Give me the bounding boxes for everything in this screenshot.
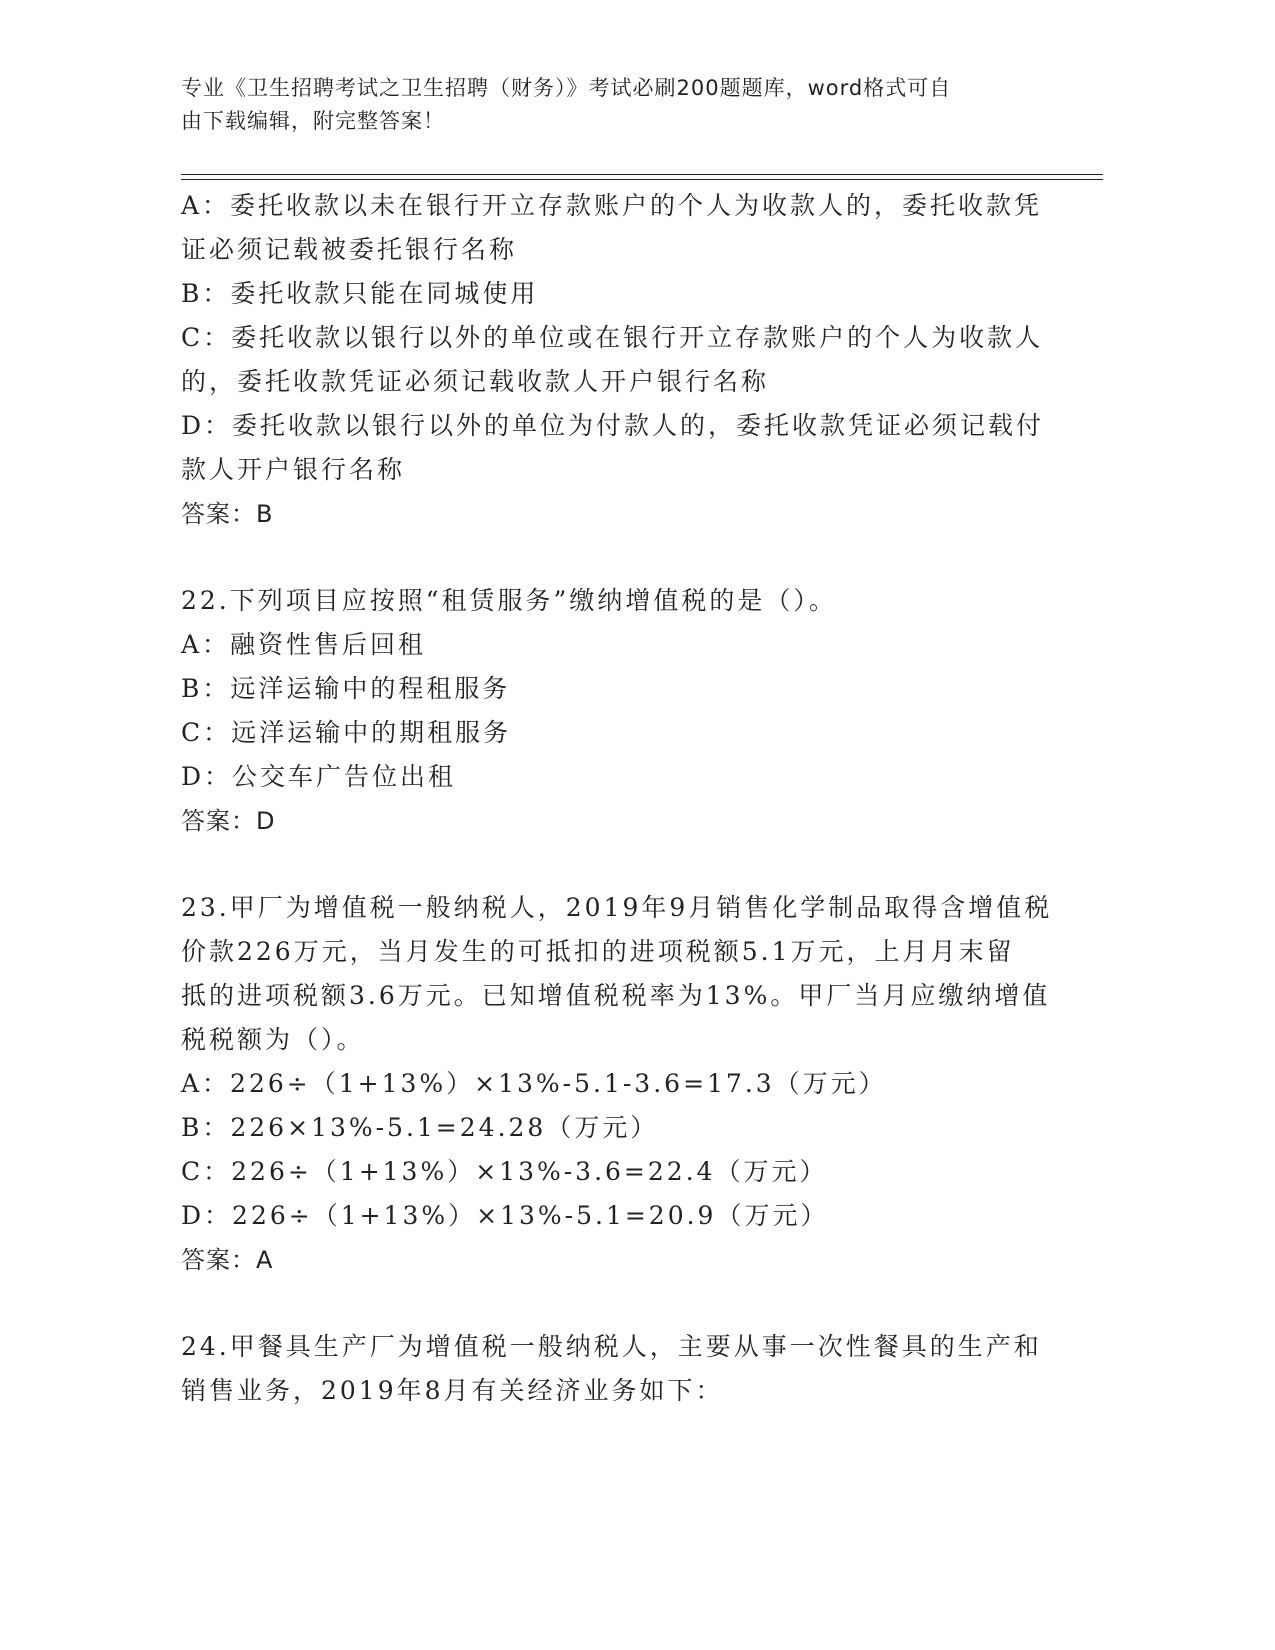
option-a-line-2: 证必须记载被委托银行名称 [181, 235, 518, 264]
spacer [181, 1282, 1061, 1325]
option-c: C：远洋运输中的期租服务 [181, 718, 512, 747]
header-line-2: 由下载编辑，附完整答案！ [181, 109, 445, 133]
header-rule-bottom [181, 179, 1103, 180]
option-a: A：融资性售后回租 [181, 630, 427, 659]
option-a-line-1: A：委托收款以未在银行开立存款账户的个人为收款人的，委托收款凭 [181, 191, 1043, 220]
option-b: B：远洋运输中的程租服务 [181, 674, 511, 703]
spacer [181, 536, 1061, 579]
header-line-1: 专业《卫生招聘考试之卫生招聘（财务）》考试必刷200题题库，word格式可自 [181, 76, 952, 100]
option-c: C：226÷（1+13%）×13%-3.6=22.4（万元） [181, 1157, 828, 1186]
document-body [181, 184, 1061, 1413]
option-d: D：226÷（1+13%）×13%-5.1=20.9（万元） [181, 1201, 829, 1230]
option-c-line-2: 的，委托收款凭证必须记载收款人开户银行名称 [181, 367, 770, 396]
question-stem: 22.下列项目应按照“租赁服务”缴纳增值税的是（）。 [181, 586, 837, 615]
option-d-line-1: D：委托收款以银行以外的单位为付款人的，委托收款凭证必须记载付 [181, 411, 1045, 440]
answer: 答案：D [181, 807, 276, 835]
answer: 答案：B [181, 500, 274, 528]
question-21 [181, 184, 1061, 536]
question-stem-line-3: 抵的进项税额3.6万元。已知增值税税率为13%。甲厂当月应缴纳增值 [181, 981, 1051, 1010]
option-c-line-1: C：委托收款以银行以外的单位或在银行开立存款账户的个人为收款人 [181, 323, 1044, 352]
question-22 [181, 579, 1061, 843]
option-d-line-2: 款人开户银行名称 [181, 455, 406, 484]
question-stem-line-2: 价款226万元，当月发生的可抵扣的进项税额5.1万元，上月月末留 [181, 937, 1015, 966]
option-b: B：226×13%-5.1=24.28（万元） [181, 1113, 659, 1142]
question-stem-line-2: 销售业务，2019年8月有关经济业务如下： [181, 1376, 724, 1405]
option-d: D：公交车广告位出租 [181, 762, 457, 791]
question-stem-line-4: 税税额为（）。 [181, 1025, 365, 1054]
spacer [181, 843, 1061, 886]
document-header [181, 72, 1041, 138]
question-23 [181, 886, 1061, 1282]
answer: 答案：A [181, 1246, 274, 1274]
question-24 [181, 1325, 1061, 1413]
header-rule-top [181, 174, 1103, 175]
question-stem-line-1: 23.甲厂为增值税一般纳税人，2019年9月销售化学制品取得含增值税 [181, 893, 1053, 922]
question-stem-line-1: 24.甲餐具生产厂为增值税一般纳税人，主要从事一次性餐具的生产和 [181, 1332, 1042, 1361]
option-a: A：226÷（1+13%）×13%-5.1-3.6=17.3（万元） [181, 1069, 887, 1098]
option-b: B：委托收款只能在同城使用 [181, 279, 539, 308]
